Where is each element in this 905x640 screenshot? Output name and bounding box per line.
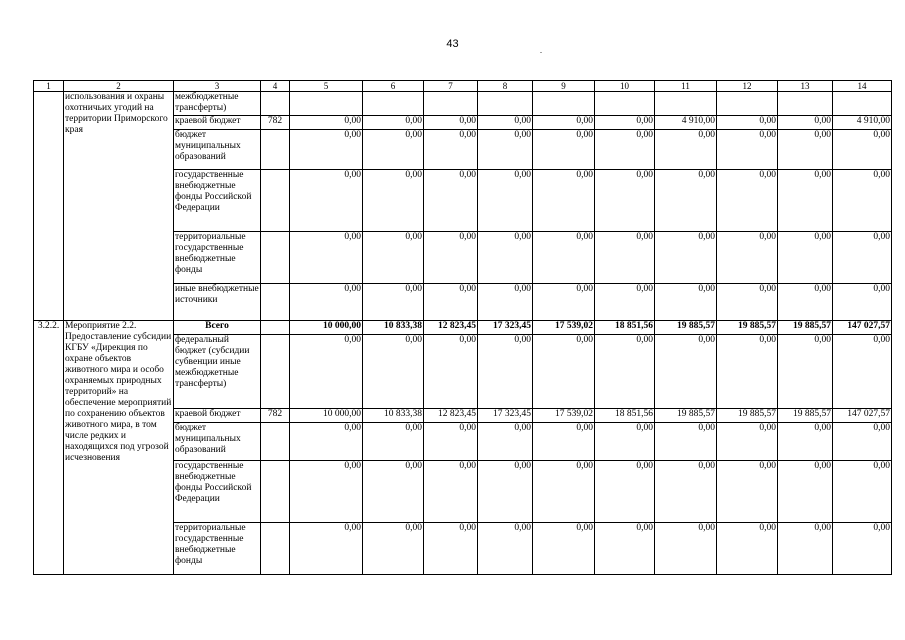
value-cell: 0,00: [424, 461, 478, 523]
budget-code: [261, 232, 290, 284]
value-cell: 19 885,57: [778, 321, 833, 335]
value-cell: 12 823,45: [424, 409, 478, 423]
value-cell: 0,00: [290, 423, 363, 461]
value-cell: 0,00: [595, 284, 655, 321]
value-cell: 0,00: [595, 335, 655, 409]
value-cell: [595, 92, 655, 116]
funding-source: бюджет муниципальных образований: [174, 423, 261, 461]
funding-source: государственные внебюджетные фонды Российской Федерации: [174, 170, 261, 232]
value-cell: 0,00: [290, 284, 363, 321]
header-cell: 7: [424, 81, 478, 92]
value-cell: 17 539,02: [533, 409, 595, 423]
budget-code: [261, 523, 290, 575]
funding-source: государственные внебюджетные фонды Российской Федерации: [174, 461, 261, 523]
value-cell: 17 323,45: [478, 409, 533, 423]
value-cell: 0,00: [595, 523, 655, 575]
value-cell: 0,00: [478, 116, 533, 130]
value-cell: 0,00: [717, 170, 778, 232]
value-cell: 0,00: [363, 523, 424, 575]
funding-source: иные внебюджетные источники: [174, 284, 261, 321]
value-cell: 19 885,57: [655, 409, 717, 423]
header-cell: 2: [64, 81, 174, 92]
budget-code: [261, 335, 290, 409]
budget-code: [261, 170, 290, 232]
value-cell: 0,00: [833, 130, 892, 170]
value-cell: 0,00: [424, 284, 478, 321]
funding-source: территориальные государственные внебюджетные фонды: [174, 232, 261, 284]
value-cell: 0,00: [424, 170, 478, 232]
value-cell: 17 323,45: [478, 321, 533, 335]
value-cell: 0,00: [533, 335, 595, 409]
value-cell: 0,00: [833, 335, 892, 409]
value-cell: 0,00: [478, 423, 533, 461]
value-cell: 0,00: [717, 232, 778, 284]
value-cell: 0,00: [833, 284, 892, 321]
value-cell: 0,00: [595, 116, 655, 130]
header-cell: 1: [34, 81, 64, 92]
budget-code: 782: [261, 116, 290, 130]
value-cell: 4 910,00: [833, 116, 892, 130]
budget-code: [261, 284, 290, 321]
value-cell: [363, 92, 424, 116]
value-cell: 0,00: [717, 423, 778, 461]
value-cell: 147 027,57: [833, 409, 892, 423]
value-cell: 0,00: [778, 523, 833, 575]
value-cell: 0,00: [833, 461, 892, 523]
funding-source: Всего: [174, 321, 261, 335]
value-cell: 0,00: [424, 130, 478, 170]
value-cell: 10 000,00: [290, 409, 363, 423]
budget-table: [33, 80, 892, 575]
value-cell: 19 885,57: [778, 409, 833, 423]
value-cell: 0,00: [363, 130, 424, 170]
value-cell: 0,00: [363, 335, 424, 409]
header-cell: 3: [174, 81, 261, 92]
value-cell: 0,00: [655, 523, 717, 575]
value-cell: 0,00: [833, 523, 892, 575]
value-cell: 0,00: [363, 232, 424, 284]
header-cell: 5: [290, 81, 363, 92]
value-cell: 0,00: [778, 461, 833, 523]
value-cell: 18 851,56: [595, 321, 655, 335]
value-cell: 0,00: [363, 461, 424, 523]
value-cell: 0,00: [533, 130, 595, 170]
header-cell: 4: [261, 81, 290, 92]
value-cell: 0,00: [595, 232, 655, 284]
header-cell: 14: [833, 81, 892, 92]
value-cell: 0,00: [424, 116, 478, 130]
value-cell: 0,00: [655, 335, 717, 409]
header-cell: 6: [363, 81, 424, 92]
value-cell: 0,00: [478, 170, 533, 232]
value-cell: 0,00: [778, 232, 833, 284]
value-cell: [717, 92, 778, 116]
value-cell: 0,00: [478, 461, 533, 523]
table-row: [34, 92, 892, 116]
value-cell: 0,00: [595, 423, 655, 461]
value-cell: 0,00: [424, 523, 478, 575]
value-cell: 0,00: [655, 284, 717, 321]
value-cell: 0,00: [363, 423, 424, 461]
value-cell: 10 833,38: [363, 409, 424, 423]
value-cell: 0,00: [478, 335, 533, 409]
value-cell: 10 000,00: [290, 321, 363, 335]
value-cell: 0,00: [778, 423, 833, 461]
value-cell: 0,00: [833, 232, 892, 284]
funding-source: бюджет муниципальных образований: [174, 130, 261, 170]
value-cell: 0,00: [363, 170, 424, 232]
value-cell: 0,00: [290, 335, 363, 409]
value-cell: 0,00: [290, 116, 363, 130]
header-cell: 12: [717, 81, 778, 92]
value-cell: 0,00: [717, 335, 778, 409]
value-cell: 0,00: [290, 523, 363, 575]
value-cell: 0,00: [655, 130, 717, 170]
value-cell: [290, 92, 363, 116]
value-cell: 0,00: [655, 232, 717, 284]
header-row: [34, 81, 892, 92]
value-cell: 0,00: [778, 116, 833, 130]
budget-code: [261, 423, 290, 461]
value-cell: 0,00: [533, 116, 595, 130]
value-cell: 0,00: [290, 461, 363, 523]
budget-code: [261, 92, 290, 116]
value-cell: 0,00: [717, 523, 778, 575]
value-cell: 0,00: [717, 130, 778, 170]
table-row: [34, 321, 892, 335]
value-cell: 19 885,57: [717, 321, 778, 335]
value-cell: 0,00: [533, 423, 595, 461]
value-cell: 0,00: [778, 335, 833, 409]
table-body: [34, 81, 892, 575]
value-cell: 0,00: [424, 423, 478, 461]
budget-code: 782: [261, 409, 290, 423]
budget-code: [261, 130, 290, 170]
item-title: использования и охраны охотничьих угодий на территории Приморского края: [64, 92, 174, 321]
value-cell: 0,00: [363, 284, 424, 321]
value-cell: 0,00: [778, 170, 833, 232]
header-cell: 8: [478, 81, 533, 92]
value-cell: [533, 92, 595, 116]
value-cell: 147 027,57: [833, 321, 892, 335]
value-cell: 0,00: [478, 523, 533, 575]
value-cell: [655, 92, 717, 116]
header-cell: 13: [778, 81, 833, 92]
value-cell: 0,00: [533, 232, 595, 284]
value-cell: 0,00: [595, 170, 655, 232]
value-cell: [778, 92, 833, 116]
value-cell: 0,00: [595, 130, 655, 170]
value-cell: 0,00: [533, 284, 595, 321]
value-cell: 0,00: [655, 423, 717, 461]
value-cell: 0,00: [833, 423, 892, 461]
value-cell: [478, 92, 533, 116]
value-cell: 0,00: [478, 284, 533, 321]
value-cell: 0,00: [717, 461, 778, 523]
value-cell: 17 539,02: [533, 321, 595, 335]
page-dot: .: [540, 46, 542, 55]
value-cell: [424, 92, 478, 116]
value-cell: 19 885,57: [655, 321, 717, 335]
value-cell: 0,00: [655, 461, 717, 523]
value-cell: 4 910,00: [655, 116, 717, 130]
value-cell: 0,00: [778, 284, 833, 321]
value-cell: 19 885,57: [717, 409, 778, 423]
value-cell: 0,00: [533, 170, 595, 232]
header-cell: 9: [533, 81, 595, 92]
funding-source: краевой бюджет: [174, 409, 261, 423]
value-cell: 0,00: [717, 116, 778, 130]
funding-source: межбюджетные трансферты): [174, 92, 261, 116]
value-cell: 0,00: [424, 232, 478, 284]
value-cell: [833, 92, 892, 116]
value-cell: 0,00: [533, 461, 595, 523]
value-cell: 18 851,56: [595, 409, 655, 423]
funding-source: территориальные государственные внебюджетные фонды: [174, 523, 261, 575]
value-cell: 0,00: [778, 130, 833, 170]
value-cell: 0,00: [533, 523, 595, 575]
value-cell: 0,00: [655, 170, 717, 232]
value-cell: 0,00: [424, 335, 478, 409]
value-cell: 0,00: [290, 170, 363, 232]
value-cell: 10 833,38: [363, 321, 424, 335]
budget-code: [261, 461, 290, 523]
value-cell: 0,00: [478, 130, 533, 170]
item-title: Мероприятие 2.2. Предоставление субсидии КГБУ «Дирекция по охране объектов животного мира и особо охраняемых природных территорий» на обеспечение мероприятий по сохранению объектов животного мира, в том числе редких и находящихся под угрозой исчезновения: [64, 321, 174, 575]
value-cell: 0,00: [363, 116, 424, 130]
page-number: 43: [446, 38, 459, 50]
value-cell: 0,00: [833, 170, 892, 232]
budget-code: [261, 321, 290, 335]
funding-source: краевой бюджет: [174, 116, 261, 130]
value-cell: 0,00: [290, 232, 363, 284]
value-cell: 0,00: [595, 461, 655, 523]
value-cell: 0,00: [478, 232, 533, 284]
item-number: [34, 92, 64, 321]
header-cell: 11: [655, 81, 717, 92]
item-number: 3.2.2.: [34, 321, 64, 575]
funding-source: федеральный бюджет (субсидии субвенции иные межбюджетные трансферты): [174, 335, 261, 409]
header-cell: 10: [595, 81, 655, 92]
value-cell: 12 823,45: [424, 321, 478, 335]
value-cell: 0,00: [290, 130, 363, 170]
value-cell: 0,00: [717, 284, 778, 321]
